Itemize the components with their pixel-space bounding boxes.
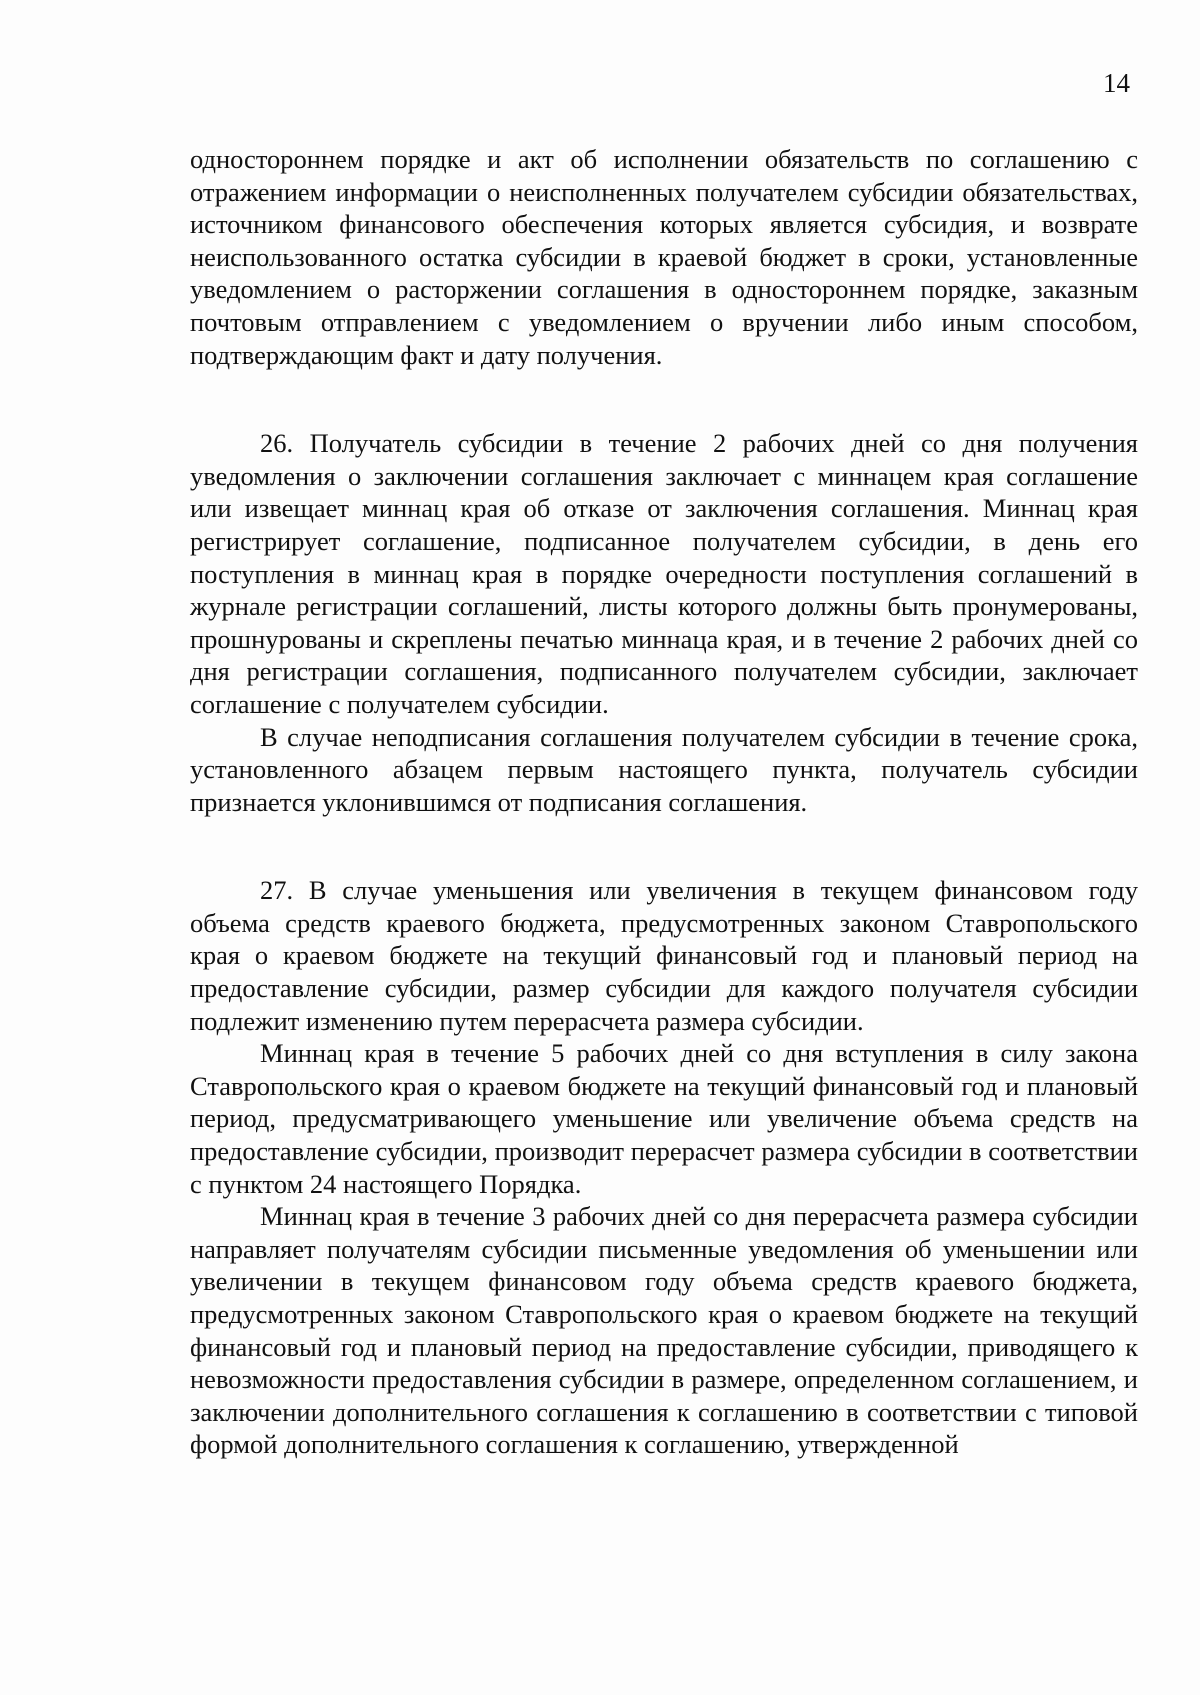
paragraph-item-27-second: Миннац края в течение 5 рабочих дней со дня вступления в силу закона Ставропольского края о краевом бюджете на текущий финансовый год и плановый период, предусматривающего уменьшение или увеличение объема средств на предоставление субсидии, производит перерасчет размера субсидии в соответствии с пунктом 24 настоящего Порядка. — [190, 1038, 1138, 1199]
page-number: 14 — [1103, 68, 1130, 98]
paragraph-item-27: 27. В случае уменьшения или увеличения в текущем финансовом году объема средств краевого бюджета, предусмотренных законом Ставропольского края о краевом бюджете на текущий финансовый год и плановый период на предоставление субсидии, размер субсидии для каждого получателя субсидии подлежит изменению путем перерасчета размера субсидии. — [190, 875, 1138, 1036]
paragraph-item-27-third: Миннац края в течение 3 рабочих дней со дня перерасчета размера субсидии направляет получателям субсидии письменные уведомления об уменьшении или увеличении в текущем финансовом году объема средств краевого бюджета, предусмотренных законом Ставропольского края о краевом бюджете на текущий финансовый год и плановый период на предоставление субсидии, приводящего к невозможности предоставления субсидии в размере, определенном соглашением, и заключении дополнительного соглашения к соглашению в соответствии с типовой формой дополнительного соглашения к соглашению, утвержденной — [190, 1201, 1138, 1460]
paragraph-item-26: 26. Получатель субсидии в течение 2 рабочих дней со дня получения уведомления о заключении соглашения заключает с миннацем края соглашение или извещает миннац края об отказе от заключения соглашения. Миннац края регистрирует соглашение, подписанное получателем субсидии, в день его поступления в миннац края в порядке очередности поступления соглашений в журнале регистрации соглашений, листы которого должны быть пронумерованы, прошнурованы и скреплены печатью миннаца края, и в течение 2 рабочих дней со дня регистрации соглашения, подписанного получателем субсидии, заключает соглашение с получателем субсидии. — [190, 428, 1138, 719]
document-body — [190, 143, 1138, 1461]
paragraph-continuation: одностороннем порядке и акт об исполнении обязательств по соглашению с отражением информации о неисполненных получателем субсидии обязательствах, источником финансового обеспечения которых является субсидия, и возврате неиспользованного остатка субсидии в краевой бюджет в сроки, установленные уведомлением о расторжении соглашения в одностороннем порядке, заказным почтовым отправлением с уведомлением о вручении либо иным способом, подтверждающим факт и дату получения. — [190, 144, 1138, 370]
paragraph-item-26-second: В случае неподписания соглашения получателем субсидии в течение срока, установленного абзацем первым настоящего пункта, получатель субсидии признается уклонившимся от подписания соглашения. — [190, 721, 1138, 817]
